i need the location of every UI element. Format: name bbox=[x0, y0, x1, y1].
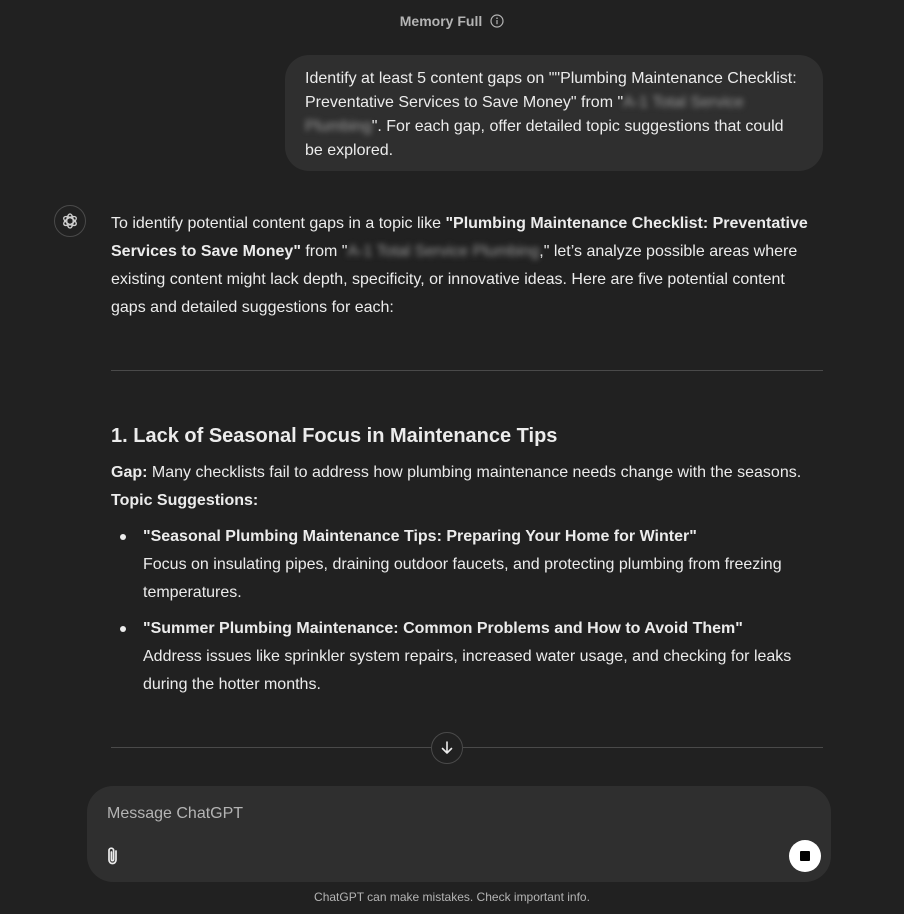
attach-button[interactable] bbox=[101, 844, 125, 868]
intro-from: from " bbox=[300, 243, 348, 260]
divider bbox=[111, 370, 823, 371]
topic-suggestions-label: Topic Suggestions: bbox=[111, 492, 259, 509]
assistant-intro bbox=[111, 210, 823, 322]
chatgpt-logo-icon bbox=[54, 205, 86, 237]
topic-description: Focus on insulating pipes, draining outdoor faucets, and protecting plumbing from freezing temperatures. bbox=[143, 556, 782, 601]
message-input[interactable] bbox=[105, 800, 759, 828]
user-message-text-end: ". For each gap, offer detailed topic suggestions that could be explored. bbox=[305, 118, 784, 159]
gap-description bbox=[111, 459, 823, 487]
redacted-company-name: A-1 Total Service Plumbing bbox=[347, 243, 540, 260]
disclaimer: ChatGPT can make mistakes. Check important info. bbox=[314, 890, 590, 904]
memory-status-label: Memory Full bbox=[399, 13, 483, 29]
intro-text-end: ," let’s analyze possible areas where existing content might lack depth, specificity, or innovative ideas. Here are five potential content gaps and detailed suggestions for each: bbox=[111, 243, 798, 316]
stop-generating-button[interactable] bbox=[789, 840, 821, 872]
assistant-message bbox=[111, 210, 823, 693]
divider bbox=[463, 747, 823, 748]
topic-description: Address issues like sprinkler system repairs, increased water usage, and checking for leaks during the hotter months. bbox=[143, 648, 792, 693]
topic-title: "Summer Plumbing Maintenance: Common Problems and How to Avoid Them" bbox=[143, 620, 743, 637]
info-icon[interactable] bbox=[490, 14, 504, 28]
user-message-text: Identify at least 5 content gaps on ""Plumbing Maintenance Checklist: Preventative Services to Save Money" from " bbox=[305, 70, 797, 111]
list-item bbox=[111, 615, 823, 699]
redacted-company-name: A-1 Total Service Plumbing bbox=[305, 94, 744, 135]
topic-title: "Seasonal Plumbing Maintenance Tips: Preparing Your Home for Winter" bbox=[143, 528, 697, 545]
gap-text: Many checklists fail to address how plumbing maintenance needs change with the seasons. bbox=[147, 464, 802, 481]
message-composer bbox=[87, 786, 831, 882]
gap-label: Gap: bbox=[111, 464, 148, 481]
intro-text: To identify potential content gaps in a topic like bbox=[111, 215, 446, 232]
paperclip-icon bbox=[104, 846, 122, 866]
arrow-down-icon bbox=[439, 740, 455, 756]
stop-icon bbox=[800, 851, 810, 861]
list-item bbox=[111, 523, 823, 607]
divider bbox=[111, 747, 431, 748]
section-heading: 1. Lack of Seasonal Focus in Maintenance Tips bbox=[111, 425, 558, 447]
topic-list bbox=[111, 523, 823, 707]
memory-status bbox=[0, 13, 904, 29]
user-message-bubble bbox=[285, 55, 823, 171]
scroll-to-bottom-button[interactable] bbox=[431, 732, 463, 764]
intro-bold-title: "Plumbing Maintenance Checklist: Preventative Services to Save Money" bbox=[111, 215, 808, 260]
